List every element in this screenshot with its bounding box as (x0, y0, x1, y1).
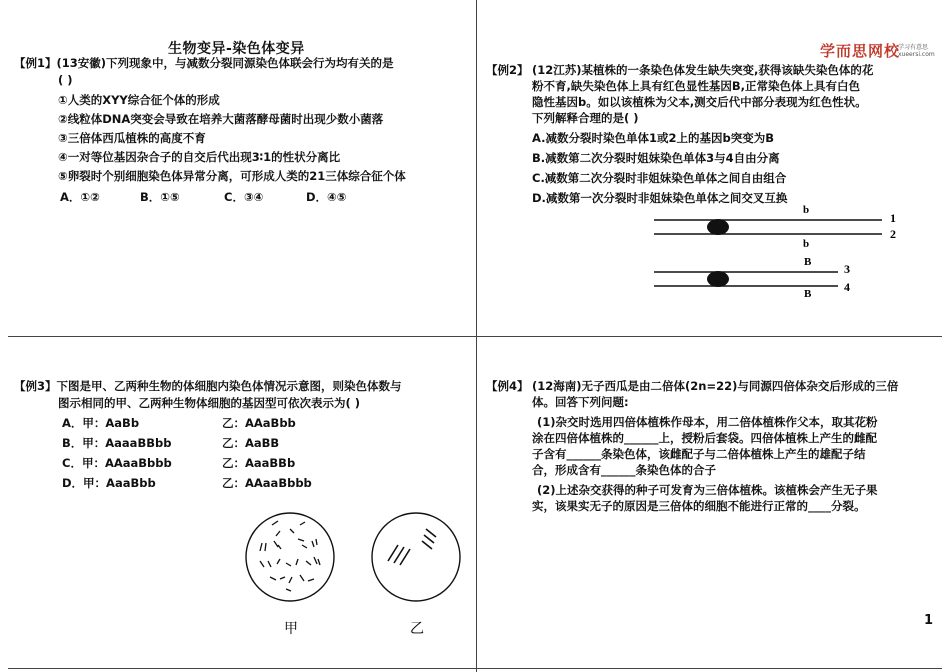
cell-yi (372, 513, 460, 601)
gene-label-2: b (803, 238, 810, 250)
example-1-item: ①人类的XYY综合征个体的形成 (58, 93, 220, 107)
example-1-label: 【例1】 (14, 56, 57, 70)
example-1-option-b: B．①⑤ (140, 190, 180, 204)
example-4-stem-line: (12海南)无子西瓜是由二倍体(2n=22)与同源四倍体杂交后形成的三倍 (532, 379, 899, 393)
example-1-option-a: A．①② (60, 190, 100, 204)
chromatid-diagram (648, 200, 908, 300)
example-1-item: ③三倍体西瓜植株的高度不育 (58, 131, 206, 145)
example-1-item: ④一对等位基因杂合子的自交后代出现3∶1的性状分离比 (58, 150, 341, 164)
example-2-label: 【例2】 (486, 63, 529, 77)
example-4-part1-line: 子含有______条染色体，该雌配子与二倍体植株上产生的雄配子结 (532, 447, 866, 461)
example-2-stem-line: (12江苏)某植株的一条染色体发生缺失突变,获得该缺失染色体的花 (532, 63, 874, 77)
example-1-item: ⑤卵裂时个别细胞染色体异常分离，可形成人类的21三体综合征个体 (58, 169, 406, 183)
example-3-option-c-right: 乙：AaaBBb (222, 456, 296, 470)
example-3-option-d-right: 乙：AAaaBbbb (222, 476, 312, 490)
example-3-stem-line1: 下图是甲、乙两种生物的体细胞内染色体情况示意图，则染色体数与 (56, 379, 402, 393)
example-2-option-b: B.减数第二次分裂时姐妹染色单体3与4自由分离 (532, 151, 780, 165)
example-4-label: 【例4】 (486, 379, 529, 393)
example-1-stem-line1: (13安徽)下列现象中，与减数分裂同源染色体联会行为均有关的是 (56, 56, 394, 70)
example-1-stem-line2: ( ) (58, 73, 73, 87)
example-3-option-d-left: D．甲：AaaBbb (62, 476, 156, 490)
example-2-stem-line: 粉不育,缺失染色体上具有红色显性基因B,正常染色体上具有白色 (532, 79, 860, 93)
gene-label-1: b (803, 204, 810, 216)
example-1-item: ②线粒体DNA突变会导致在培养大菌落酵母菌时出现少数小菌落 (58, 112, 384, 126)
example-1-stem (14, 55, 464, 72)
example-3-option-a-left: A．甲：AaBb (62, 416, 140, 430)
gene-label-4: B (804, 288, 812, 300)
example-4-part2-line: 实，该果实无子的原因是三倍体的细胞不能进行正常的____分裂。 (532, 499, 866, 513)
bottom-border (8, 668, 942, 669)
horizontal-divider (8, 336, 942, 337)
cell-jia (246, 513, 334, 601)
chromosomes-jia (260, 521, 320, 591)
example-2-option-d: D.减数第一次分裂时非姐妹染色单体之间交叉互换 (532, 191, 788, 205)
cell-label-yi: 乙 (410, 621, 424, 637)
brand-logo-tagline: 学习有意思 (898, 44, 929, 51)
centromere-bottom (707, 271, 729, 287)
example-3-stem-line2: 图示相同的甲、乙两种生物体细胞的基因型可依次表示为( ) (58, 396, 361, 410)
example-3-option-a-right: 乙：AAaBbb (222, 416, 296, 430)
chromatid-number-4: 4 (844, 280, 850, 294)
example-2-stem-line: 下列解释合理的是( ) (532, 111, 639, 125)
example-3-stem (14, 378, 474, 395)
example-4-part1-line: (1)杂交时选用四倍体植株作母本，用二倍体植株作父本，取其花粉 (537, 415, 878, 429)
example-4-stem-line: 体。回答下列问题: (532, 395, 629, 409)
brand-logo: 学而思网校 (820, 42, 901, 60)
example-4-part1-line: 涂在四倍体植株的______上，授粉后套袋。四倍体植株上产生的雌配 (532, 431, 877, 445)
chromosomes-yi (388, 529, 436, 565)
example-3-option-b-right: 乙：AaBB (222, 436, 280, 450)
cell-diagram (238, 505, 478, 645)
chromatid-number-3: 3 (844, 262, 850, 276)
chromatid-number-1: 1 (890, 211, 896, 225)
example-4-part1-line: 合，形成含有______条染色体的合子 (532, 463, 716, 477)
example-1-option-d: D．④⑤ (306, 190, 347, 204)
centromere-top (707, 219, 729, 235)
example-2-option-c: C.减数第二次分裂时非姐妹染色单体之间自由组合 (532, 171, 787, 185)
brand-logo-url: xueersi.com (898, 51, 935, 58)
page-number: 1 (924, 613, 934, 628)
example-3-label: 【例3】 (14, 379, 57, 393)
chromatid-number-2: 2 (890, 227, 896, 241)
gene-label-3: B (804, 256, 812, 268)
example-2-stem-line: 隐性基因b。如以该植株为父本,测交后代中部分表现为红色性状。 (532, 95, 867, 109)
example-3-option-b-left: B．甲：AaaaBBbb (62, 436, 172, 450)
example-1-option-c: C．③④ (224, 190, 264, 204)
example-3-option-c-left: C．甲：AAaaBbbb (62, 456, 172, 470)
cell-label-jia: 甲 (284, 621, 298, 637)
example-2-option-a: A.减数分裂时染色单体1或2上的基因b突变为B (532, 131, 774, 145)
page-title: 生物变异-染色体变异 (168, 41, 305, 57)
example-4-part2-line: (2)上述杂交获得的种子可发育为三倍体植株。该植株会产生无子果 (537, 483, 878, 497)
